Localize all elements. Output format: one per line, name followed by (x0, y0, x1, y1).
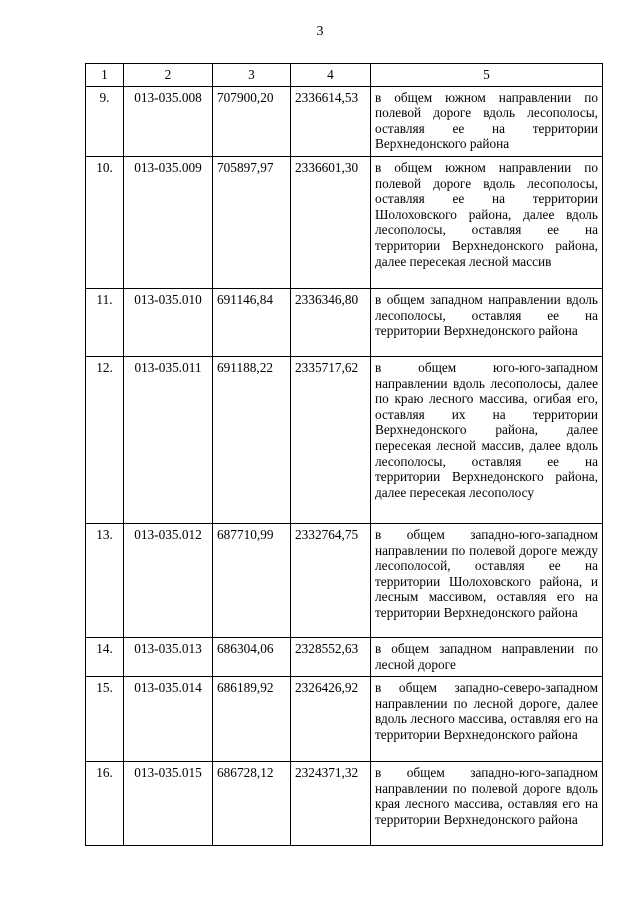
column-header: 4 (291, 64, 371, 87)
point-code: 013-035.013 (124, 637, 213, 676)
point-code: 013-035.010 (124, 288, 213, 356)
row-number: 12. (86, 356, 124, 523)
table-row (86, 762, 603, 846)
coord-y: 2336614,53 (291, 86, 371, 156)
column-header: 1 (86, 64, 124, 87)
coord-x: 705897,97 (213, 156, 291, 288)
point-code: 013-035.012 (124, 523, 213, 637)
coord-y: 2332764,75 (291, 523, 371, 637)
table-row (86, 637, 603, 676)
boundary-description: в общем западном направлении вдоль лесополосы, оставляя ее на территории Верхнедонского района (371, 288, 603, 356)
coord-x: 707900,20 (213, 86, 291, 156)
column-header: 2 (124, 64, 213, 87)
page-number: 3 (316, 24, 324, 39)
table-row (86, 156, 603, 288)
boundary-table (85, 63, 603, 846)
point-code: 013-035.009 (124, 156, 213, 288)
boundary-description: в общем западно-юго-западном направлении по полевой дороге между лесополосой, оставляя ее на территории Шолоховского района, и лесным массивом, оставляя его на территории Верхнедонского района (371, 523, 603, 637)
coord-y: 2336601,30 (291, 156, 371, 288)
coord-y: 2336346,80 (291, 288, 371, 356)
coord-x: 686304,06 (213, 637, 291, 676)
coord-y: 2335717,62 (291, 356, 371, 523)
row-number: 15. (86, 677, 124, 762)
column-header: 3 (213, 64, 291, 87)
coord-x: 686728,12 (213, 762, 291, 846)
row-number: 10. (86, 156, 124, 288)
boundary-description: в общем западно-северо-западном направлении по лесной дороге, далее вдоль лесного массива, оставляя его на территории Верхнедонского района (371, 677, 603, 762)
coord-y: 2328552,63 (291, 637, 371, 676)
coord-y: 2324371,32 (291, 762, 371, 846)
point-code: 013-035.014 (124, 677, 213, 762)
coord-y: 2326426,92 (291, 677, 371, 762)
coord-x: 691188,22 (213, 356, 291, 523)
point-code: 013-035.015 (124, 762, 213, 846)
point-code: 013-035.011 (124, 356, 213, 523)
table-row (86, 288, 603, 356)
coord-x: 686189,92 (213, 677, 291, 762)
table-header-row (86, 64, 603, 87)
boundary-description: в общем южном направлении по полевой дороге вдоль лесополосы, оставляя ее на территории Шолоховского района, далее вдоль лесополосы, оставляя ее на территории Верхнедонского района, далее пересекая лесной массив (371, 156, 603, 288)
point-code: 013-035.008 (124, 86, 213, 156)
row-number: 16. (86, 762, 124, 846)
table-row (86, 86, 603, 156)
coord-x: 687710,99 (213, 523, 291, 637)
column-header: 5 (371, 64, 603, 87)
boundary-description: в общем западном направлении по лесной дороге (371, 637, 603, 676)
boundary-description: в общем южном направлении по полевой дороге вдоль лесополосы, оставляя ее на территории Верхнедонского района (371, 86, 603, 156)
row-number: 14. (86, 637, 124, 676)
boundary-description: в общем юго-юго-западном направлении вдоль лесополосы, далее по краю лесного массива, огибая его, оставляя их на территории Верхнедонского района, далее пересекая лесной массив, далее вдоль лесополосы, оставляя ее на территории Верхнедонского района, далее пересекая лесополосу (371, 356, 603, 523)
row-number: 9. (86, 86, 124, 156)
table-row (86, 523, 603, 637)
row-number: 13. (86, 523, 124, 637)
coord-x: 691146,84 (213, 288, 291, 356)
boundary-description: в общем западно-юго-западном направлении по полевой дороге вдоль края лесного массива, оставляя его на территории Верхнедонского района (371, 762, 603, 846)
row-number: 11. (86, 288, 124, 356)
table-row (86, 356, 603, 523)
table-row (86, 677, 603, 762)
